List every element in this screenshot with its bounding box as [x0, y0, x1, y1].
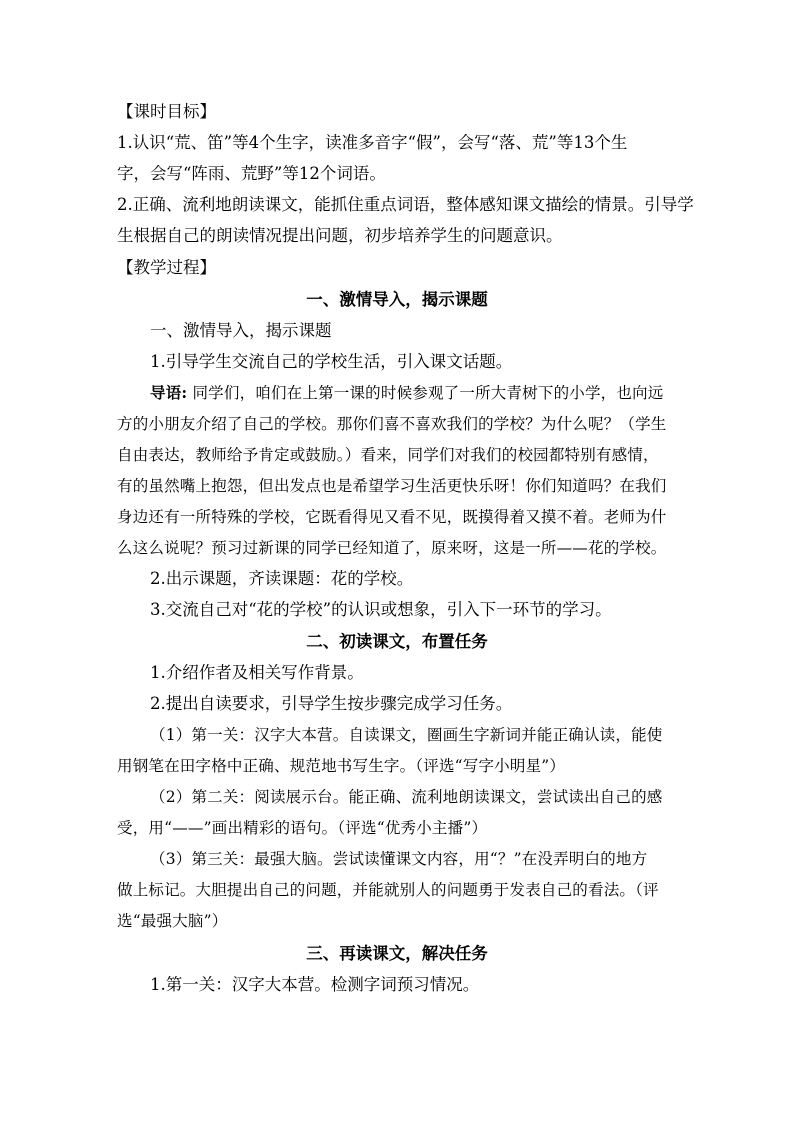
- intro-paragraph-line-1: [150, 381, 677, 405]
- intro-text-line-1: 同学们，咱们在上第一课的时候参观了一所大青树下的小学，也向远: [192, 384, 664, 402]
- task-1-line-1: （1）第一关：汉字大本营。自读课文，圈画生字新词并能正确认读，能使: [150, 726, 663, 744]
- intro-paragraph-line-2: 方的小朋友介绍了自己的学校。那你们喜不喜欢我们的学校？为什么呢？（学生: [117, 415, 667, 433]
- section-3-step-1: 1.第一关：汉字大本营。检测字词预习情况。: [150, 975, 480, 994]
- section-2-step-1: 1.介绍作者及相关写作背景。: [150, 663, 364, 682]
- intro-paragraph-line-5: 身边还有一所特殊的学校，它既看得见又看不见，既摸得着又摸不着。老师为什: [117, 508, 667, 526]
- intro-paragraph-line-3: 自由表达，教师给予肯定或鼓励。）看来，同学们对我们的校园都特别有感情，: [117, 446, 659, 464]
- task-3-line-2: 做上标记。大胆提出自己的问题，并能就别人的问题勇于发表自己的看法。（评: [117, 881, 659, 899]
- task-2-line-2: 受，用“——”画出精彩的语句。（评选“优秀小主播”）: [117, 819, 488, 837]
- intro-label: 导语:: [150, 383, 188, 402]
- intro-paragraph-line-4: 有的虽然嘴上抱怨，但出发点也是希望学习生活更快乐呀！你们知道吗？在我们: [117, 477, 667, 495]
- section-2-heading: 二、初读课文，布置任务: [306, 632, 488, 651]
- task-1-line-2: 用钢笔在田字格中正确、规范地书写生字。（评选“写字小明星”）: [117, 757, 566, 775]
- section-1-step-1: 1.引导学生交流自己的学校生活，引入课文话题。: [150, 352, 513, 371]
- intro-paragraph-line-6: 么这么说呢？预习过新课的同学已经知道了，原来呀，这是一所——花的学校。: [117, 539, 667, 557]
- section-1-heading: 一、激情导入，揭示课题: [306, 290, 488, 309]
- process-title: 【教学过程】: [117, 258, 216, 277]
- objective-2-line-1: 2.正确、流利地朗读课文，能抓住重点词语，整体感知课文描绘的情景。引导学: [117, 195, 694, 214]
- task-3-line-3: 选“最强大脑”）: [117, 912, 228, 930]
- objective-1-line-1: 1.认识“荒、笛”等4个生字，读准多音字“假”，会写“落、荒”等13个生: [117, 133, 628, 152]
- objective-2-line-2: 生根据自己的朗读情况提出问题，初步培养学生的问题意识。: [117, 226, 563, 245]
- objectives-title: 【课时目标】: [117, 102, 216, 121]
- task-2-line-1: （2）第二关：阅读展示台。能正确、流利地朗读课文，尝试读出自己的感: [150, 788, 663, 806]
- section-2-step-2: 2.提出自读要求，引导学生按步骤完成学习任务。: [150, 694, 513, 713]
- section-3-heading: 三、再读课文，解决任务: [306, 944, 488, 963]
- section-1-subheading: 一、激情导入，揭示课题: [150, 321, 332, 340]
- section-1-step-3: 3.交流自己对“花的学校”的认识或想象，引入下一环节的学习。: [150, 600, 612, 619]
- section-1-step-2: 2.出示课题，齐读课题：花的学校。: [150, 569, 414, 588]
- objective-1-line-2: 字，会写“阵雨、荒野”等12个词语。: [117, 164, 386, 183]
- task-3-line-1: （3）第三关：最强大脑。尝试读懂课文内容，用“？”在没弄明白的地方: [150, 850, 648, 868]
